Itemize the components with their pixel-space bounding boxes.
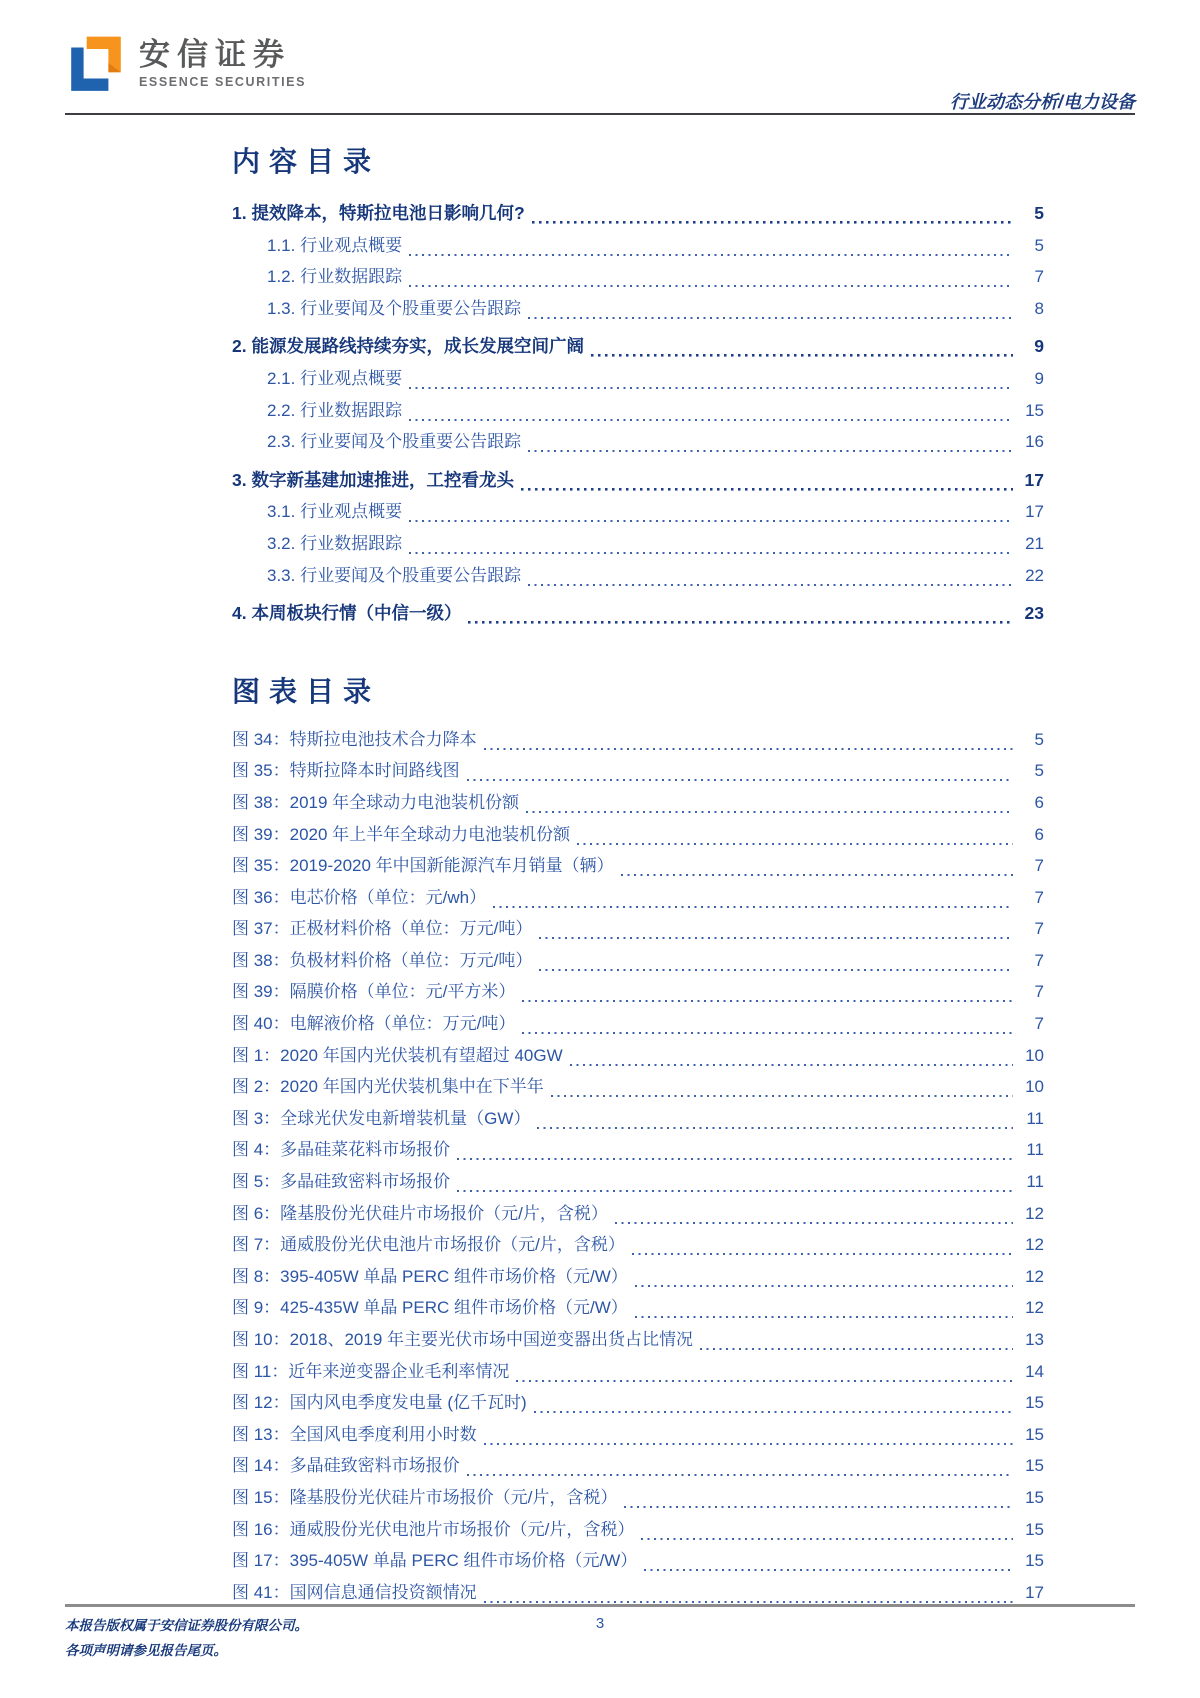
figure-entry[interactable] <box>232 1261 1044 1293</box>
figure-entry[interactable] <box>232 1356 1044 1388</box>
figure-entry[interactable] <box>232 1450 1044 1482</box>
figure-entry-page: 15 <box>1025 1551 1044 1571</box>
content-column <box>232 140 1044 1608</box>
dotted-leader <box>457 1134 1013 1166</box>
figure-entry-page: 7 <box>1034 919 1044 939</box>
figure-entry-label: 图 38：2019 年全球动力电池装机份额 <box>232 792 520 812</box>
figure-entry[interactable] <box>232 1103 1044 1135</box>
dotted-leader <box>409 230 1013 262</box>
toc-entry[interactable] <box>232 230 1044 262</box>
dotted-leader <box>484 1419 1013 1451</box>
dotted-leader <box>539 913 1013 945</box>
toc-entry-label: 1.2. 行业数据跟踪 <box>267 267 403 287</box>
figure-entry-label: 图 35：特斯拉降本时间路线图 <box>232 761 460 781</box>
toc-entry[interactable] <box>232 198 1044 230</box>
page-header <box>65 30 1135 114</box>
toc-entry-page: 15 <box>1025 400 1044 420</box>
figure-entry[interactable] <box>232 755 1044 787</box>
toc-entry-label: 2.2. 行业数据跟踪 <box>267 400 403 420</box>
figure-entry[interactable] <box>232 913 1044 945</box>
toc-entry[interactable] <box>232 293 1044 325</box>
toc-entry[interactable] <box>232 331 1044 363</box>
logo-name-cn: 安信证券 <box>139 37 291 72</box>
figure-entry-page: 14 <box>1025 1361 1044 1381</box>
figure-entry-page: 7 <box>1034 950 1044 970</box>
figure-entry-page: 11 <box>1026 1140 1044 1160</box>
figure-entry-label: 图 4：多晶硅菜花料市场报价 <box>232 1140 451 1160</box>
figure-entry[interactable] <box>232 1387 1044 1419</box>
toc-entry[interactable] <box>232 560 1044 592</box>
toc-entry-page: 16 <box>1025 432 1044 452</box>
figure-entry-page: 7 <box>1034 856 1044 876</box>
dotted-leader <box>700 1324 1013 1356</box>
figure-entry-page: 5 <box>1034 729 1044 749</box>
figure-entry[interactable] <box>232 1040 1044 1072</box>
figure-entry[interactable] <box>232 976 1044 1008</box>
toc-entry-label: 2.1. 行业观点概要 <box>267 368 403 388</box>
figure-entry-page: 12 <box>1025 1203 1044 1223</box>
figure-entry-label: 图 36：电芯价格（单位：元/wh） <box>232 887 487 907</box>
dotted-leader <box>528 426 1013 458</box>
figure-entry-page: 7 <box>1034 887 1044 907</box>
dotted-leader <box>632 1229 1013 1261</box>
figure-entry[interactable] <box>232 1482 1044 1514</box>
dotted-leader <box>528 293 1013 325</box>
figure-entry-page: 13 <box>1025 1330 1044 1349</box>
toc-entry-label: 1.3. 行业要闻及个股重要公告跟踪 <box>267 298 522 318</box>
figure-entry-label: 图 3：全球光伏发电新增装机量（GW） <box>232 1108 531 1128</box>
report-type-label: 行业动态分析/电力设备 <box>950 92 1135 112</box>
figure-entry-page: 7 <box>1034 982 1044 1002</box>
figure-entry-label: 图 34：特斯拉电池技术合力降本 <box>232 729 477 749</box>
dotted-leader <box>467 1450 1013 1482</box>
figure-entry-label: 图 12：国内风电季度发电量 (亿千瓦时) <box>232 1393 527 1413</box>
dotted-leader <box>409 528 1013 560</box>
figure-entry-page: 12 <box>1025 1235 1044 1255</box>
figure-entry[interactable] <box>232 1008 1044 1040</box>
figure-entry[interactable] <box>232 1071 1044 1103</box>
toc-title: 内容目录 <box>232 147 381 178</box>
toc-entry-page: 9 <box>1034 368 1044 388</box>
figure-entry-page: 17 <box>1025 1582 1044 1602</box>
figure-entry[interactable] <box>232 945 1044 977</box>
figure-entry-page: 11 <box>1026 1172 1044 1192</box>
figure-entry[interactable] <box>232 1134 1044 1166</box>
dotted-leader <box>570 1040 1013 1072</box>
figure-entry-page: 15 <box>1025 1487 1044 1507</box>
figure-entry[interactable] <box>232 850 1044 882</box>
toc-entry-label: 4. 本周板块行情（中信一级） <box>232 603 462 624</box>
dotted-leader <box>484 724 1013 756</box>
figure-entry[interactable] <box>232 1166 1044 1198</box>
toc-entry-page: 5 <box>1034 203 1044 223</box>
dotted-leader <box>409 395 1013 427</box>
dotted-leader <box>522 1008 1013 1040</box>
toc-entry-page: 7 <box>1034 267 1044 287</box>
figure-entry-page: 15 <box>1025 1393 1044 1413</box>
figure-entry-label: 图 40：电解液价格（单位：万元/吨） <box>232 1014 516 1034</box>
figure-entry[interactable] <box>232 1198 1044 1230</box>
figure-entry-label: 图 14：多晶硅致密料市场报价 <box>232 1456 460 1476</box>
dotted-leader <box>457 1166 1013 1198</box>
dotted-leader <box>526 787 1013 819</box>
toc-entry-page: 17 <box>1024 469 1044 490</box>
dotted-leader <box>621 850 1013 882</box>
logo-text <box>139 32 306 89</box>
figure-entry-label: 图 37：正极材料价格（单位：万元/吨） <box>232 919 533 939</box>
logo-icon <box>65 32 127 94</box>
figure-entry[interactable] <box>232 819 1044 851</box>
figure-entry-label: 图 7：通威股份光伏电池片市场报价（元/片，含税） <box>232 1235 625 1255</box>
dotted-leader <box>635 1261 1013 1293</box>
toc-entry-label: 2. 能源发展路线持续夯实，成长发展空间广阔 <box>232 336 584 357</box>
toc-entry[interactable] <box>232 426 1044 458</box>
dotted-leader <box>591 331 1013 363</box>
dotted-leader <box>624 1482 1013 1514</box>
dotted-leader <box>539 945 1013 977</box>
dotted-leader <box>641 1514 1013 1546</box>
figure-entry-label: 图 8：395-405W 单晶 PERC 组件市场价格（元/W） <box>232 1266 628 1286</box>
figure-entry[interactable] <box>232 1292 1044 1324</box>
figure-entry-page: 10 <box>1025 1077 1044 1097</box>
figure-entry-label: 图 15：隆基股份光伏硅片市场报价（元/片，含税） <box>232 1487 618 1507</box>
figure-entry-label: 图 16：通威股份光伏电池片市场报价（元/片，含税） <box>232 1519 635 1539</box>
figure-entry-label: 图 41：国网信息通信投资额情况 <box>232 1582 477 1602</box>
toc-entry-label: 2.3. 行业要闻及个股重要公告跟踪 <box>267 432 522 452</box>
figure-entry-label: 图 1：2020 年国内光伏装机有望超过 40GW <box>232 1045 563 1065</box>
figure-entry[interactable] <box>232 1514 1044 1546</box>
toc-entry[interactable] <box>232 261 1044 293</box>
figure-entry-label: 图 17：395-405W 单晶 PERC 组件市场价格（元/W） <box>232 1551 638 1571</box>
figure-entry-label: 图 35：2019-2020 年中国新能源汽车月销量（辆） <box>232 856 614 876</box>
toc-list <box>232 198 1044 630</box>
figure-entry-page: 11 <box>1026 1108 1044 1128</box>
dotted-leader <box>467 755 1013 787</box>
toc-entry[interactable] <box>232 528 1044 560</box>
figure-entry-label: 图 13：全国风电季度利用小时数 <box>232 1424 477 1444</box>
figure-entry-label: 图 5：多晶硅致密料市场报价 <box>232 1172 451 1192</box>
dotted-leader <box>409 363 1013 395</box>
figure-entry-label: 图 9：425-435W 单晶 PERC 组件市场价格（元/W） <box>232 1298 628 1318</box>
toc-entry[interactable] <box>232 395 1044 427</box>
figure-entry-label: 图 39：隔膜价格（单位：元/平方米） <box>232 982 516 1002</box>
toc-entry-label: 1.1. 行业观点概要 <box>267 235 403 255</box>
dotted-leader <box>522 976 1013 1008</box>
figure-entry-label: 图 10：2018、2019 年主要光伏市场中国逆变器出货占比情况 <box>232 1330 693 1349</box>
figure-entry-label: 图 6：隆基股份光伏硅片市场报价（元/片，含税） <box>232 1203 608 1223</box>
dotted-leader <box>534 1387 1013 1419</box>
figure-entry-page: 6 <box>1034 824 1044 844</box>
toc-entry[interactable] <box>232 363 1044 395</box>
figure-entry-page: 15 <box>1025 1519 1044 1539</box>
toc-entry[interactable] <box>232 598 1044 630</box>
figure-entry-page: 12 <box>1025 1298 1044 1318</box>
figure-entry-page: 7 <box>1034 1014 1044 1034</box>
dotted-leader <box>528 560 1013 592</box>
dotted-leader <box>537 1103 1013 1135</box>
dotted-leader <box>409 496 1013 528</box>
toc-entry-label: 3.2. 行业数据跟踪 <box>267 533 403 553</box>
figure-entry[interactable] <box>232 882 1044 914</box>
dotted-leader <box>521 465 1013 497</box>
footer-divider <box>65 1604 1135 1607</box>
dotted-leader <box>468 598 1013 630</box>
company-logo <box>65 32 306 94</box>
figure-entry[interactable] <box>232 1419 1044 1451</box>
header-divider <box>65 113 1135 115</box>
figure-list-title: 图表目录 <box>232 676 381 708</box>
dotted-leader <box>635 1292 1013 1324</box>
toc-entry-label: 3.3. 行业要闻及个股重要公告跟踪 <box>267 565 522 585</box>
figure-entry[interactable] <box>232 724 1044 756</box>
figure-entry-page: 10 <box>1025 1045 1044 1065</box>
toc-entry-page: 23 <box>1024 603 1044 624</box>
dotted-leader <box>409 261 1013 293</box>
figure-entry-page: 15 <box>1025 1456 1044 1476</box>
toc-entry-page: 5 <box>1034 235 1044 255</box>
logo-name-en: ESSENCE SECURITIES <box>139 75 307 90</box>
figure-entry-page: 12 <box>1025 1266 1044 1286</box>
dotted-leader <box>577 819 1013 851</box>
figure-entry-page: 15 <box>1025 1424 1044 1444</box>
dotted-leader <box>615 1198 1013 1230</box>
dotted-leader <box>644 1545 1013 1577</box>
figure-entry[interactable] <box>232 787 1044 819</box>
figure-entry-page: 5 <box>1034 761 1044 781</box>
dotted-leader <box>516 1356 1013 1388</box>
figure-entry[interactable] <box>232 1545 1044 1577</box>
figure-entry-label: 图 38：负极材料价格（单位：万元/吨） <box>232 950 533 970</box>
figure-entry-page: 6 <box>1034 792 1044 812</box>
footer-disclaimer-line2: 各项声明请参见报告尾页。 <box>65 1642 227 1658</box>
figure-entry-label: 图 39：2020 年上半年全球动力电池装机份额 <box>232 824 571 844</box>
toc-entry-page: 22 <box>1025 565 1044 585</box>
toc-entry-label: 3.1. 行业观点概要 <box>267 502 403 522</box>
dotted-leader <box>532 198 1013 230</box>
toc-entry-page: 21 <box>1025 533 1044 553</box>
figure-entry-label: 图 2：2020 年国内光伏装机集中在下半年 <box>232 1077 544 1097</box>
toc-entry-label: 1. 提效降本，特斯拉电池日影响几何? <box>232 203 525 223</box>
figure-entry-label: 图 11：近年来逆变器企业毛利率情况 <box>232 1361 510 1381</box>
toc-entry[interactable] <box>232 496 1044 528</box>
dotted-leader <box>493 882 1013 914</box>
figure-list <box>232 724 1044 1609</box>
toc-entry-label: 3. 数字新基建加速推进，工控看龙头 <box>232 469 514 490</box>
figure-entry[interactable] <box>232 1229 1044 1261</box>
dotted-leader <box>551 1071 1013 1103</box>
figure-entry[interactable] <box>232 1324 1044 1356</box>
toc-entry-page: 17 <box>1025 502 1044 522</box>
toc-entry-page: 8 <box>1034 298 1044 318</box>
toc-entry[interactable] <box>232 465 1044 497</box>
footer-disclaimer-line1: 本报告版权属于安信证券股份有限公司。 <box>65 1618 308 1633</box>
page-number: 3 <box>595 1615 605 1632</box>
toc-entry-page: 9 <box>1034 336 1044 357</box>
